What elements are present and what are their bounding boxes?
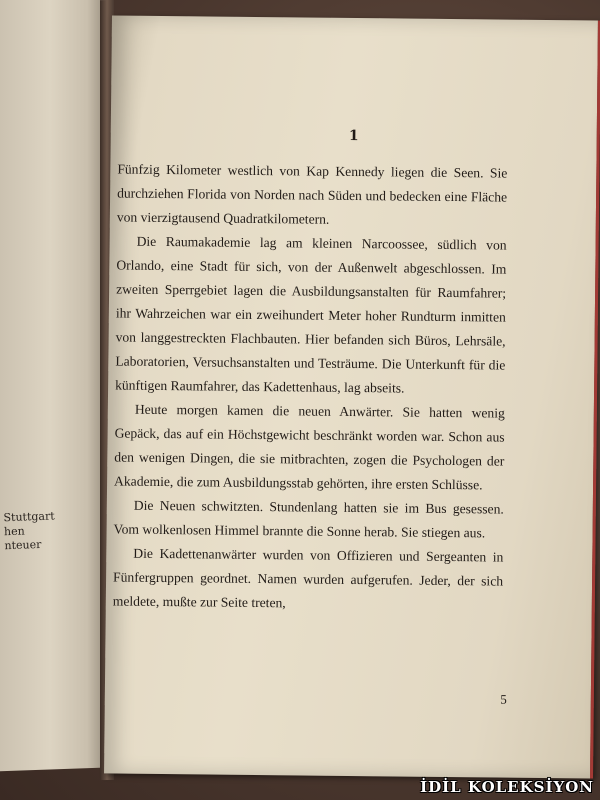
left-page-text-fragments bbox=[3, 509, 74, 553]
paragraph: Die Kadettenanwärter wurden von Offizieren und Sergeanten in Fünfergruppen geordnet. Namen wurden aufgerufen. Jeder, der sich meldete, mußte zur Seite treten, bbox=[112, 545, 504, 611]
paragraph: Die Neuen schwitzten. Stundenlang hatten sie im Bus gesessen. Vom wolkenlosen Himmel brannte die Sonne herab. Sie stiegen aus. bbox=[113, 497, 504, 541]
paragraph: Fünfzig Kilometer westlich von Kap Kennedy liegen die Seen. Sie durchziehen Florida von Norden nach Süden und bedecken eine Fläche von vierzigtausend Quadratkilometern. bbox=[116, 161, 508, 227]
chapter-number: 1 bbox=[348, 127, 359, 145]
paragraph: Heute morgen kamen die neuen Anwärter. Sie hatten wenig Gepäck, das auf ein Höchstgewicht beschränkt worden war. Schon aus den wenigen Dingen, die sie mitbrachten, zogen die Psychologen der Akademie, die zum Ausbildungsstab gehörten, ihre ersten Schlüsse. bbox=[114, 401, 505, 493]
paragraph: Die Raumakademie lag am kleinen Narcoossee, südlich von Orlando, eine Stadt für sich, von der Außenwelt abgeschlossen. Im zweiten Sperrgebiet lagen die Ausbildungsanstalten für Raumfahrer; ihr Wahrzeichen war ein zweihundert Meter hoher Rundturm inmitten von langgestreckten Flachbauten. Hier befanden sich Büros, Lehrsäle, Laboratorien, Versuchsanstalten und Testräume. Die Unterkunft für die künftigen Raumfahrer, das Kadettenhaus, lag abseits. bbox=[115, 233, 507, 396]
page-text bbox=[113, 158, 508, 618]
watermark: İDİL KOLEKSİYON bbox=[420, 778, 594, 796]
left-fragment-line: nteuer bbox=[4, 537, 42, 553]
left-fragment-line: hen bbox=[3, 524, 25, 539]
left-fragment-line: Stuttgart bbox=[3, 509, 55, 525]
left-facing-page bbox=[0, 0, 112, 773]
page-number: 5 bbox=[500, 691, 507, 707]
book-page bbox=[104, 15, 600, 778]
